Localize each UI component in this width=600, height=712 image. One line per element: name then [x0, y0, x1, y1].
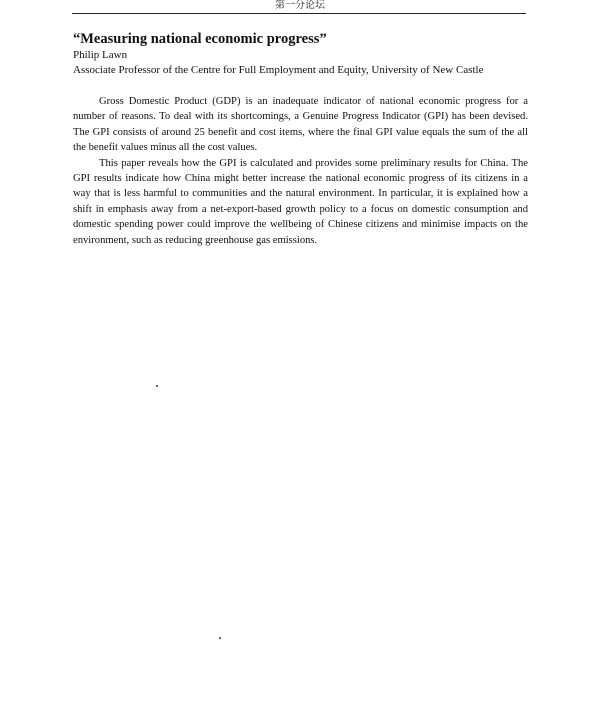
running-header: [0, 0, 600, 12]
paper-title: “Measuring national economic progress”: [73, 31, 327, 47]
running-header-text: 第一分论坛: [272, 0, 328, 11]
author-affiliation: Associate Professor of the Centre for Full Employment and Equity, University of New Castle: [73, 64, 484, 76]
abstract-body: [73, 94, 528, 248]
scan-speck: [156, 385, 158, 387]
author-name: Philip Lawn: [73, 49, 128, 61]
abstract-paragraph-1: Gross Domestic Product (GDP) is an inadequate indicator of national economic progress for a number of reasons. To deal with its shortcomings, a Genuine Progress Indicator (GPI) has been devised. The GPI consists of around 25 benefit and cost items, where the final GPI value equals the sum of the all the benefit values minus all the cost values.: [73, 96, 528, 154]
header-rule: [72, 13, 526, 14]
scan-speck: [219, 637, 221, 639]
abstract-paragraph-2: This paper reveals how the GPI is calculated and provides some preliminary results for China. The GPI results indicate how China might better increase the national economic progress of its citizens in a way that is less harmful to communities and the natural environment. In particular, it is explained how a shift in emphasis away from a net-export-based growth policy to a focus on domestic consumption and domestic spending power could improve the wellbeing of Chinese citizens and minimise impacts on the environment, such as reducing greenhouse gas emissions.: [73, 157, 528, 246]
